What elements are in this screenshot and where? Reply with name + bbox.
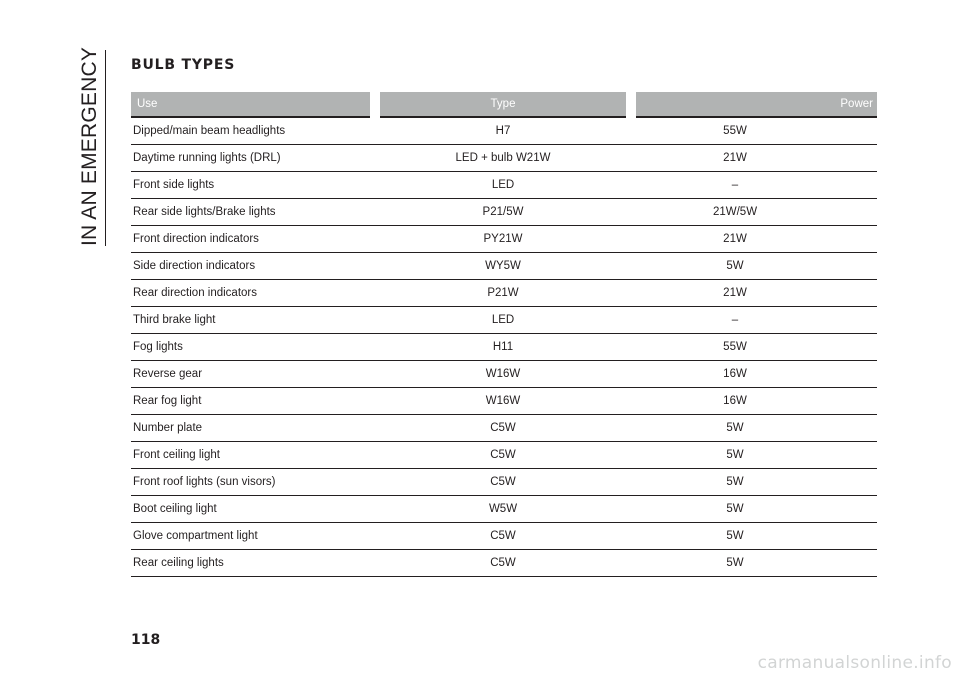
- cell-power-value: 5W: [726, 557, 744, 569]
- cell-power-value: 5W: [726, 530, 744, 542]
- table-row: [131, 523, 877, 550]
- table-row: [131, 361, 877, 388]
- cell-power-value: 5W: [726, 422, 744, 434]
- chapter-title: IN AN EMERGENCY: [78, 46, 101, 246]
- watermark: carmanualsonline.info: [757, 653, 952, 673]
- cell-use: Side direction indicators: [131, 253, 375, 280]
- cell-power: [631, 496, 877, 523]
- chapter-divider: [105, 50, 106, 246]
- table-row: [131, 172, 877, 199]
- cell-power: [631, 199, 877, 226]
- cell-power: [631, 172, 877, 199]
- table-row: [131, 145, 877, 172]
- cell-power-value: 5W: [726, 260, 744, 272]
- table-row: [131, 334, 877, 361]
- cell-use: Number plate: [131, 415, 375, 442]
- cell-type: W16W: [375, 361, 631, 388]
- cell-power-value: 16W: [723, 368, 747, 380]
- cell-type: W16W: [375, 388, 631, 415]
- cell-type: C5W: [375, 550, 631, 577]
- header-type: Type: [375, 92, 631, 117]
- cell-type: H11: [375, 334, 631, 361]
- cell-type: C5W: [375, 523, 631, 550]
- table-body: [131, 117, 877, 577]
- cell-power-value: 21W: [723, 233, 747, 245]
- cell-use: Front roof lights (sun visors): [131, 469, 375, 496]
- cell-power-value: 55W: [723, 341, 747, 353]
- section-title: BULB TYPES: [131, 57, 236, 73]
- cell-power-value: 5W: [726, 503, 744, 515]
- table-row: [131, 307, 877, 334]
- cell-use: Rear ceiling lights: [131, 550, 375, 577]
- cell-power: [631, 415, 877, 442]
- cell-type: P21W: [375, 280, 631, 307]
- cell-type: LED: [375, 172, 631, 199]
- cell-use: Boot ceiling light: [131, 496, 375, 523]
- cell-type: PY21W: [375, 226, 631, 253]
- cell-use: Front direction indicators: [131, 226, 375, 253]
- cell-use: Rear side lights/Brake lights: [131, 199, 375, 226]
- cell-use: Third brake light: [131, 307, 375, 334]
- cell-power: [631, 226, 877, 253]
- cell-power: [631, 550, 877, 577]
- cell-power: [631, 145, 877, 172]
- cell-use: Daytime running lights (DRL): [131, 145, 375, 172]
- cell-power: [631, 280, 877, 307]
- page-number: 118: [131, 632, 161, 648]
- cell-power: [631, 388, 877, 415]
- cell-power: [631, 334, 877, 361]
- cell-power: [631, 469, 877, 496]
- cell-type: LED: [375, 307, 631, 334]
- table-row: [131, 469, 877, 496]
- header-use: Use: [131, 92, 375, 117]
- cell-power-value: 21W/5W: [712, 206, 758, 218]
- cell-power: [631, 253, 877, 280]
- table-row: [131, 415, 877, 442]
- cell-use: Dipped/main beam headlights: [131, 117, 375, 145]
- table-row: [131, 388, 877, 415]
- cell-type: C5W: [375, 442, 631, 469]
- cell-use: Glove compartment light: [131, 523, 375, 550]
- cell-use: Front ceiling light: [131, 442, 375, 469]
- cell-power-value: 16W: [723, 395, 747, 407]
- cell-power-value: 5W: [726, 476, 744, 488]
- cell-power-value: 5W: [726, 449, 744, 461]
- cell-power-value: –: [731, 179, 739, 191]
- cell-power-value: 55W: [723, 125, 747, 137]
- header-power: Power: [631, 92, 877, 117]
- cell-power: [631, 442, 877, 469]
- cell-power: [631, 307, 877, 334]
- cell-type: LED + bulb W21W: [375, 145, 631, 172]
- cell-power-value: –: [731, 314, 739, 326]
- cell-power: [631, 523, 877, 550]
- table-row: [131, 226, 877, 253]
- cell-use: Fog lights: [131, 334, 375, 361]
- cell-use: Rear direction indicators: [131, 280, 375, 307]
- cell-type: C5W: [375, 415, 631, 442]
- bulb-types-table: [131, 92, 877, 577]
- cell-type: W5W: [375, 496, 631, 523]
- table-row: [131, 496, 877, 523]
- cell-power: [631, 117, 877, 145]
- table-row: [131, 550, 877, 577]
- cell-power-value: 21W: [723, 287, 747, 299]
- cell-type: WY5W: [375, 253, 631, 280]
- cell-use: Rear fog light: [131, 388, 375, 415]
- table-row: [131, 117, 877, 145]
- cell-use: Front side lights: [131, 172, 375, 199]
- cell-type: C5W: [375, 469, 631, 496]
- cell-power: [631, 361, 877, 388]
- table-row: [131, 442, 877, 469]
- cell-type: P21/5W: [375, 199, 631, 226]
- cell-use: Reverse gear: [131, 361, 375, 388]
- cell-type: H7: [375, 117, 631, 145]
- table-header-row: [131, 92, 877, 117]
- table-row: [131, 253, 877, 280]
- table-row: [131, 199, 877, 226]
- cell-power-value: 21W: [723, 152, 747, 164]
- table-row: [131, 280, 877, 307]
